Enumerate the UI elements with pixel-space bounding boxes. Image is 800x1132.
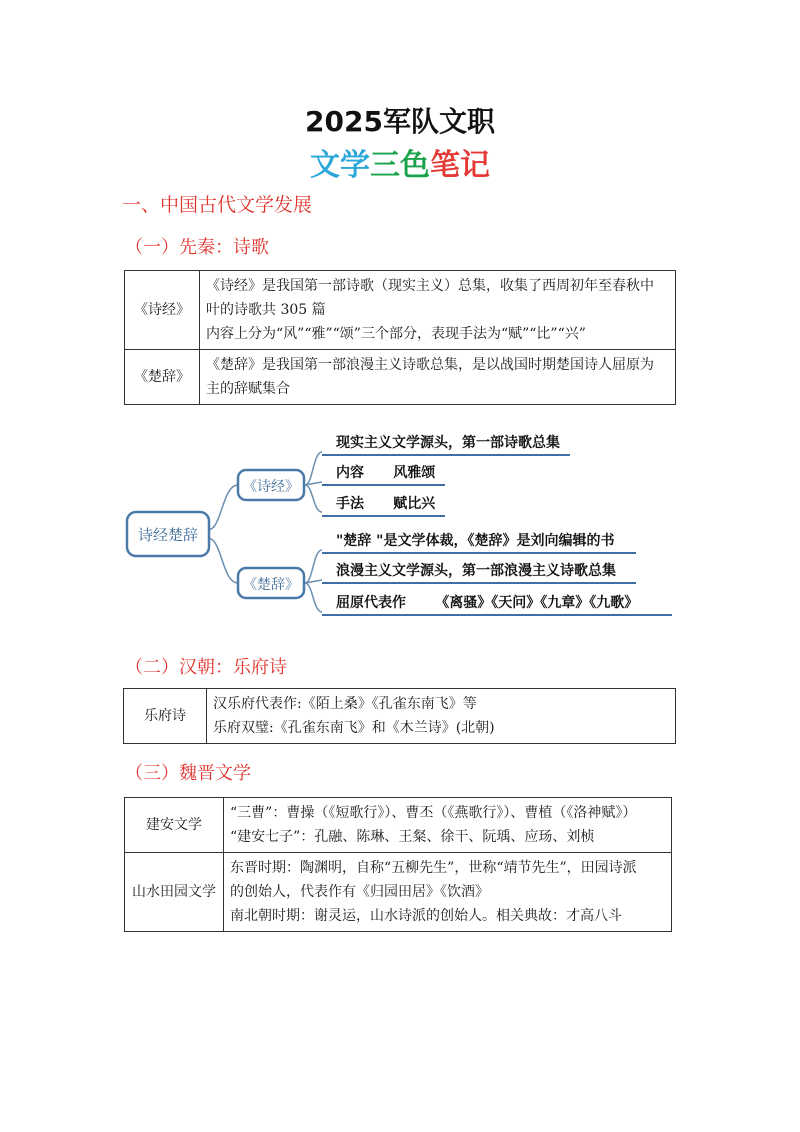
cell-line: 内容上分为“风”“雅”“颂”三个部分，表现手法为“赋”“比”“兴” (206, 326, 586, 342)
table-key-cell: 《诗经》 (125, 271, 200, 350)
root-node-label: 诗经楚辞 (137, 526, 199, 544)
leaf-text: 现实主义文学源头，第一部诗歌总集 (336, 435, 560, 451)
subtitle-part-2: 三色 (370, 148, 430, 183)
leaf-text: 内容 风雅颂 (336, 465, 436, 481)
table-han (123, 688, 676, 744)
cell-line: 南北朝时期：谢灵运，山水诗派的创始人。相关典故：才高八斗 (230, 908, 622, 924)
table-row (125, 798, 672, 853)
cell-line: 主的辞赋集合 (206, 381, 290, 397)
subtitle-part-3: 笔记 (430, 148, 490, 183)
table-value-cell (207, 689, 676, 744)
table-key-cell: 《楚辞》 (125, 350, 200, 405)
table-key-cell: 建安文学 (125, 798, 224, 853)
cell-line: 东晋时期：陶渊明，自称“五柳先生”，世称“靖节先生”，田园诗派 (230, 860, 637, 876)
page-title: 2025军队文职 (305, 105, 495, 138)
subtitle-part-1: 文学 (310, 148, 370, 183)
table-row (125, 350, 676, 405)
table-value-cell (200, 271, 676, 350)
connector (305, 550, 322, 583)
table-row (125, 271, 676, 350)
table-wei-jin (124, 797, 672, 932)
subsection-heading-han: （二）汉朝：乐府诗 (125, 657, 287, 678)
cell-line: 《楚辞》是我国第一部浪漫主义诗歌总集，是以战国时期楚国诗人屈原为 (206, 357, 654, 373)
cell-line: 《诗经》是我国第一部诗歌（现实主义）总集，收集了西周初年至春秋中 (206, 278, 654, 294)
table-key-cell: 山水田园文学 (125, 853, 224, 932)
leaf-text: 屈原代表作 《离骚》《天问》《九章》《九歌》 (336, 595, 639, 611)
branch-node-shijing-label: 《诗经》 (243, 479, 299, 495)
cell-line: 乐府双璧:《孔雀东南飞》和《木兰诗》(北朝) (213, 720, 495, 736)
table-pre-qin (124, 270, 676, 405)
connector (305, 583, 322, 612)
leaf-text: "楚辞 "是文学体裁，《楚辞》是刘向编辑的书 (336, 533, 615, 549)
cell-line: “三曹”：曹操（《短歌行》）、曹丕（《燕歌行》）、曹植（《洛神赋》） (230, 805, 637, 821)
cell-line: 叶的诗歌共 305 篇 (206, 302, 326, 318)
table-row (124, 689, 676, 744)
cell-line: “建安七子”：孔融、陈琳、王粲、徐干、阮瑀、应玚、刘桢 (230, 829, 595, 845)
connector (305, 452, 322, 485)
section-heading: 一、中国古代文学发展 (122, 194, 313, 216)
table-value-cell (224, 853, 672, 932)
table-value-cell (200, 350, 676, 405)
mindmap (0, 420, 800, 630)
table-row (125, 853, 672, 932)
connector-root-shijing (208, 485, 238, 530)
cell-line: 汉乐府代表作:《陌上桑》《孔雀东南飞》等 (213, 696, 477, 712)
leaf-text: 手法 赋比兴 (336, 496, 436, 512)
table-value-cell (224, 798, 672, 853)
leaf-text: 浪漫主义文学源头，第一部浪漫主义诗歌总集 (336, 563, 616, 579)
table-key-cell: 乐府诗 (124, 689, 207, 744)
subsection-heading-pre-qin: （一）先秦：诗歌 (125, 237, 269, 258)
page-subtitle (0, 140, 800, 184)
connector (305, 485, 322, 512)
branch-node-chuci-label: 《楚辞》 (243, 577, 299, 593)
connector-root-chuci (208, 538, 238, 583)
subsection-heading-wei-jin: （三）魏晋文学 (125, 763, 251, 784)
cell-line: 的创始人，代表作有《归园田居》《饮酒》 (230, 884, 489, 900)
